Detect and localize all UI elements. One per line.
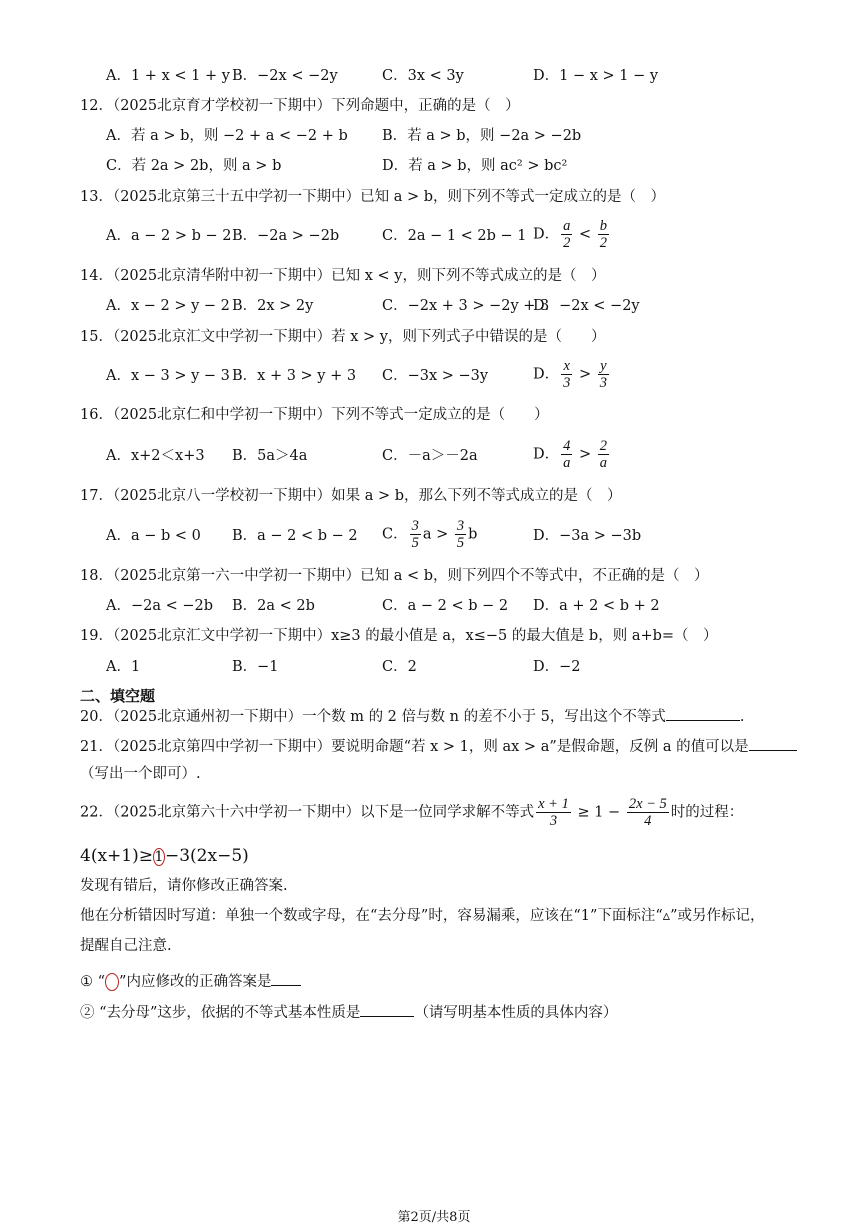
fraction bbox=[627, 796, 669, 829]
numerator: x bbox=[561, 358, 572, 375]
q18-stem: 18．（2025北京第一六一中学初一下期中）已知 a < b，则下列四个不等式中，不正确的是（ ） bbox=[80, 568, 709, 584]
q13-option-b: B．−2a > −2b bbox=[232, 228, 340, 244]
q22-analysis-line1: 他在分析错因时写道：单独一个数或字母，在“去分母”时，容易漏乘，应该在“1”下面标注“▵”或另作标记， bbox=[80, 908, 765, 924]
denominator: a bbox=[563, 455, 571, 471]
q17-option-b: B．a − 2 < b − 2 bbox=[232, 528, 358, 544]
fraction bbox=[561, 438, 572, 471]
q15-stem: 15．（2025北京汇文中学初一下期中）若 x > y，则下列式子中错误的是（ ） bbox=[80, 329, 606, 345]
q18-option-a: A．−2a < −2b bbox=[106, 598, 214, 614]
fraction bbox=[536, 796, 571, 829]
q12-option-c: C．若 2a > 2b，则 a > b bbox=[106, 158, 282, 174]
q17-option-a: A．a − b < 0 bbox=[106, 528, 201, 544]
q22-work-line bbox=[80, 846, 249, 866]
q19-option-b: B．−1 bbox=[232, 659, 279, 675]
q15-option-a: A．x − 3 > y − 3 bbox=[106, 368, 230, 384]
fraction bbox=[598, 218, 609, 251]
q22-stem-text: 22．（2025北京第六十六中学初一下期中）以下是一位同学求解不等式 bbox=[80, 804, 535, 821]
relation: < bbox=[574, 226, 596, 243]
q11-option-c: C．3x < 3y bbox=[382, 68, 464, 84]
fraction bbox=[561, 218, 572, 251]
q18-option-c: C．a − 2 < b − 2 bbox=[382, 598, 509, 614]
q20-text: 20．（2025北京通州初一下期中）一个数 m 的 2 倍与数 n 的差不小于 5，写出这个不等式 bbox=[80, 709, 666, 725]
numerator: 2x − 5 bbox=[628, 796, 667, 812]
answer-blank[interactable] bbox=[360, 1002, 414, 1017]
denominator: 4 bbox=[644, 813, 652, 829]
q20-period: . bbox=[739, 709, 745, 725]
circle-mark-icon bbox=[105, 973, 119, 991]
q21-stem bbox=[80, 736, 797, 757]
q16-stem: 16．（2025北京仁和中学初一下期中）下列不等式一定成立的是（ ） bbox=[80, 407, 549, 423]
q22-stem bbox=[80, 796, 743, 829]
relation: > bbox=[574, 446, 596, 463]
fraction bbox=[598, 438, 609, 471]
q21-text: 21．（2025北京第四中学初一下期中）要说明命题“若 x > 1，则 ax > a”是假命题，反例 a 的值可以是 bbox=[80, 739, 749, 755]
denominator: a bbox=[599, 455, 608, 471]
q16-option-a: A．x+2＜x+3 bbox=[106, 448, 205, 464]
denominator: 5 bbox=[456, 535, 465, 551]
denominator: 5 bbox=[411, 535, 419, 551]
q16-option-d bbox=[533, 438, 611, 471]
q22-sub2 bbox=[80, 1002, 617, 1023]
numerator: 3 bbox=[456, 518, 465, 534]
variable: b bbox=[468, 526, 478, 543]
work-right: −3(2x−5) bbox=[164, 846, 249, 866]
q11-option-d: D．1 − x > 1 − y bbox=[533, 68, 659, 84]
q11-option-b: B．−2x < −2y bbox=[232, 68, 338, 84]
numerator: 2 bbox=[599, 438, 608, 454]
q14-option-b: B．2x > 2y bbox=[232, 298, 314, 314]
q22-sub1 bbox=[80, 971, 301, 992]
q16-option-c: C．－a＞－2a bbox=[382, 448, 478, 464]
sub2-text: ② “去分母”这步，依据的不等式基本性质是 bbox=[80, 1005, 361, 1021]
answer-blank[interactable] bbox=[271, 971, 301, 986]
numerator: x + 1 bbox=[538, 796, 569, 812]
fraction bbox=[455, 518, 466, 551]
q18-option-d: D．a + 2 < b + 2 bbox=[533, 598, 660, 614]
q19-option-d: D．−2 bbox=[533, 659, 581, 675]
q17-option-c bbox=[382, 518, 477, 551]
fraction bbox=[598, 358, 609, 391]
numerator: b bbox=[599, 218, 608, 234]
sub1-prefix: ① “ bbox=[80, 974, 106, 990]
q19-option-c: C．2 bbox=[382, 659, 417, 675]
denominator: 2 bbox=[563, 235, 571, 251]
q16-option-b: B．5a＞4a bbox=[232, 448, 308, 464]
q14-option-a: A．x − 2 > y − 2 bbox=[106, 298, 230, 314]
option-label: C． bbox=[382, 526, 408, 543]
q22-analysis-line2: 提醒自己注意. bbox=[80, 938, 172, 954]
fraction bbox=[561, 358, 572, 391]
numerator: a bbox=[563, 218, 571, 234]
relation: a > bbox=[422, 526, 453, 543]
q17-option-d: D．−3a > −3b bbox=[533, 528, 642, 544]
q13-stem: 13．（2025北京第三十五中学初一下期中）已知 a > b，则下列不等式一定成立的是（ ） bbox=[80, 189, 666, 205]
option-label: D． bbox=[533, 446, 560, 463]
sub1-text: ”内应修改的正确答案是 bbox=[119, 974, 272, 990]
q22-found-error: 发现有错后，请你修改正确答案. bbox=[80, 878, 288, 894]
denominator: 3 bbox=[563, 375, 571, 391]
q14-option-d: D．−2x < −2y bbox=[533, 298, 640, 314]
q17-stem: 17．（2025北京八一学校初一下期中）如果 a > b，那么下列不等式成立的是（ ） bbox=[80, 488, 622, 504]
q21-line2: （写出一个即可）. bbox=[80, 766, 201, 782]
denominator: 3 bbox=[599, 375, 608, 391]
q14-stem: 14．（2025北京清华附中初一下期中）已知 x < y，则下列不等式成立的是（ ） bbox=[80, 268, 606, 284]
q15-option-b: B．x + 3 > y + 3 bbox=[232, 368, 357, 384]
numerator: 3 bbox=[411, 518, 419, 534]
q18-option-b: B．2a < 2b bbox=[232, 598, 315, 614]
q19-stem: 19．（2025北京汇文中学初一下期中）x≥3 的最小值是 a，x≤−5 的最大值是 b，则 a+b=（ ） bbox=[80, 628, 718, 644]
q13-option-a: A．a − 2 > b − 2 bbox=[106, 228, 232, 244]
q12-option-b: B．若 a > b，则 −2a > −2b bbox=[382, 128, 582, 144]
section-heading-fill-in: 二、填空题 bbox=[80, 687, 156, 705]
q20-stem bbox=[80, 706, 745, 727]
numerator: 4 bbox=[563, 438, 571, 454]
page-footer: 第2页/共8页 bbox=[397, 1210, 471, 1225]
q22-stem-tail: 时的过程： bbox=[670, 804, 744, 821]
fraction bbox=[410, 518, 421, 551]
q12-option-d: D．若 a > b，则 ac² > bc² bbox=[382, 158, 568, 174]
q14-option-c: C．−2x + 3 > −2y + 3 bbox=[382, 298, 550, 314]
q15-option-c: C．−3x > −3y bbox=[382, 368, 489, 384]
q11-option-a: A．1 + x < 1 + y bbox=[106, 68, 230, 84]
sub2-tail: （请写明基本性质的具体内容） bbox=[414, 1005, 618, 1021]
q12-stem: 12．（2025北京育才学校初一下期中）下列命题中，正确的是（ ） bbox=[80, 98, 520, 114]
answer-blank[interactable] bbox=[666, 706, 740, 721]
answer-blank[interactable] bbox=[749, 736, 797, 751]
q12-option-a: A．若 a > b，则 −2 + a < −2 + b bbox=[106, 128, 348, 144]
option-label: D． bbox=[533, 226, 560, 243]
denominator: 3 bbox=[549, 813, 558, 829]
work-left: 4(x+1)≥ bbox=[80, 846, 153, 866]
q15-option-d bbox=[533, 358, 611, 391]
q13-option-c: C．2a − 1 < 2b − 1 bbox=[382, 228, 527, 244]
denominator: 2 bbox=[599, 235, 608, 251]
relation: > bbox=[574, 366, 596, 383]
option-label: D． bbox=[533, 366, 560, 383]
circled-number: 1 bbox=[154, 848, 164, 865]
q19-option-a: A．1 bbox=[106, 659, 141, 675]
relation: ≥ 1 − bbox=[572, 804, 625, 821]
q13-option-d bbox=[533, 218, 611, 251]
numerator: y bbox=[598, 358, 609, 375]
